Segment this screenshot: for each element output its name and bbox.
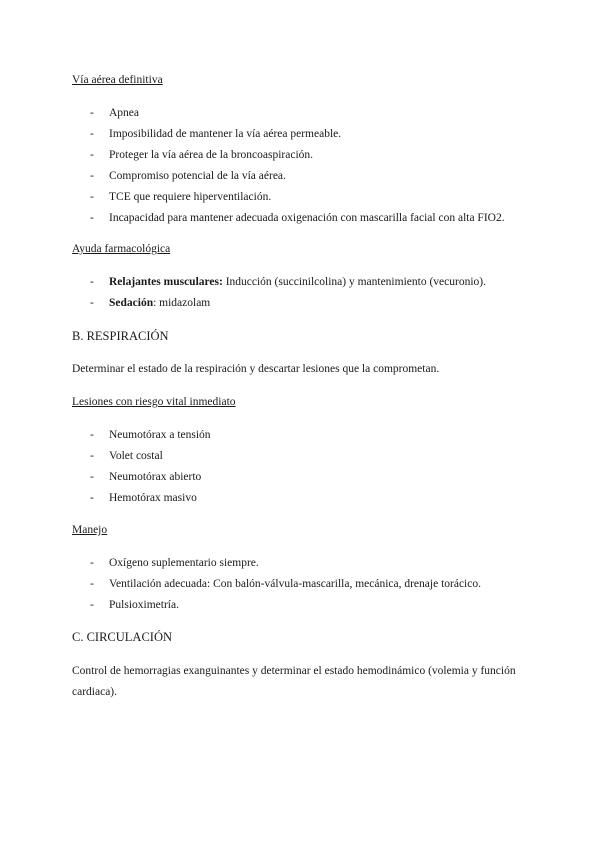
list-item: - Hemotórax masivo [90,492,197,504]
management-section [72,520,540,541]
management-title: Manejo [72,524,108,536]
definitive-airway-title: Vía aérea definitiva [72,74,163,86]
list-item: - Compromiso potencial de la vía aérea. [90,170,286,182]
definitive-airway-section [72,70,540,91]
pharmacologic-aid-list [72,272,540,314]
circulation-intro: Control de hemorragias exanguinantes y determinar el estado hemodinámico (volemia y función cardiaca). [72,665,516,698]
management-list [72,553,540,616]
list-item: - Oxígeno suplementario siempre. [90,557,259,569]
list-item: - Neumotórax a tensión [90,429,211,441]
circulation-heading: C. CIRCULACIÓN [72,630,173,644]
management-list-wrap [72,553,540,616]
list-item: - Apnea [90,107,140,119]
list-item: - Relajantes musculares: Inducción (succinilcolina) y mantenimiento (vecuronio). [90,276,486,288]
list-item: - TCE que requiere hiperventilación. [90,191,272,203]
list-item: - Neumotórax abierto [90,471,202,483]
list-item: - Volet costal [90,450,163,462]
life-threatening-list-wrap [72,425,540,509]
breathing-intro: Determinar el estado de la respiración y descartar lesiones que la comprometan. [72,363,440,375]
breathing-heading: B. RESPIRACIÓN [72,329,169,343]
life-threatening-title: Lesiones con riesgo vital inmediato [72,396,236,408]
pharmacologic-aid-section [72,239,540,260]
list-item: - Proteger la vía aérea de la broncoaspiración. [90,149,314,161]
list-item: - Pulsioximetría. [90,599,179,611]
definitive-airway-list [72,103,540,229]
pharmacologic-aid-list-wrap [72,272,540,314]
list-item: - Imposibilidad de mantener la vía aérea permeable. [90,128,342,140]
list-item: - Ventilación adecuada: Con balón-válvula-mascarilla, mecánica, drenaje torácico. [90,578,481,590]
definitive-airway-list-wrap [72,103,540,229]
list-item: - Incapacidad para mantener adecuada oxigenación con mascarilla facial con alta FIO2. [90,212,505,224]
list-item: - Sedación: midazolam [90,297,211,309]
pharmacologic-aid-title: Ayuda farmacológica [72,243,171,255]
life-threatening-list [72,425,540,509]
life-threatening-section [72,392,540,413]
